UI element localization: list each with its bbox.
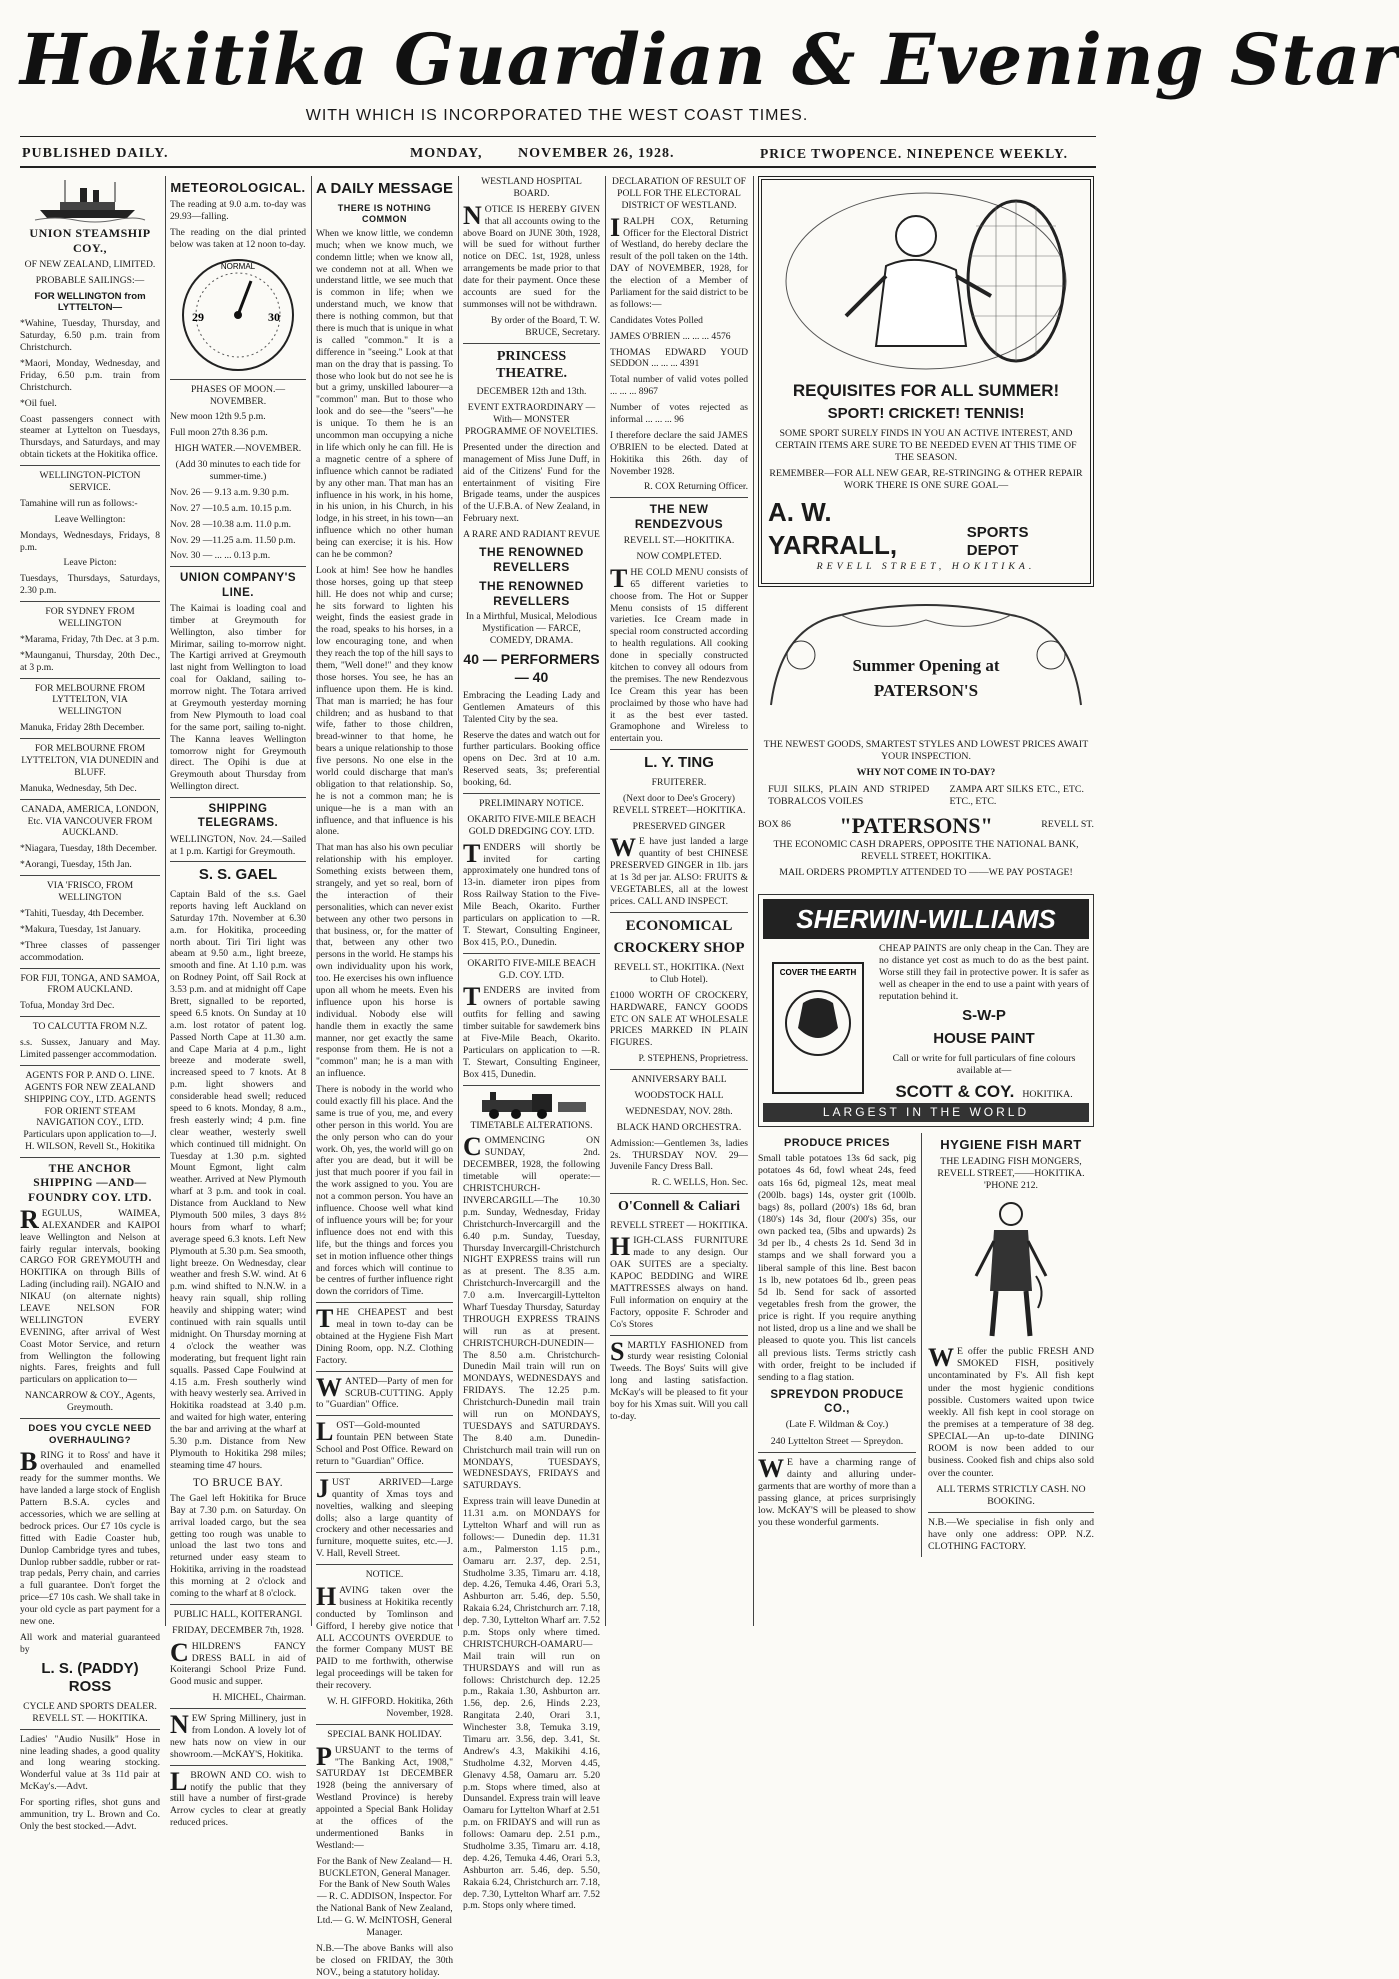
bank-holiday-signatories: For the Bank of New Zealand— H. BUCKLETON, General Manager. For the Bank of New South Wales— R. C. ADDISON, Inspector. For the National Bank of New Zealand, Ltd.— G. W. McINTOSH, General Manager. xyxy=(316,1855,453,1939)
brown-advert: BROWN AND CO. wish to notify the public that they still have a number of first-grade Arrow cycles to clear at greatly reduced prices. xyxy=(170,1769,306,1829)
yarrall-advert xyxy=(758,176,1094,587)
anchor-t: T xyxy=(48,1163,57,1176)
fiji-heading: FOR FIJI, TONGA, AND SAMOA, FROM AUCKLAND. xyxy=(20,972,160,996)
union-line-heading: UNION COMPANY'S LINE. xyxy=(179,572,297,599)
fish-mart-note: N.B.—We specialise in fish only and have only one address: OPP. N.Z. CLOTHING FACTORY. xyxy=(928,1517,1094,1553)
dropcap: W xyxy=(610,833,636,863)
sailing-item: s.s. Sussex, January and May. Limited passenger accommodation. xyxy=(20,1037,160,1060)
candidate-row: THOMAS EDWARD YOUD SEDDON ... ... ... 4391 xyxy=(610,346,748,370)
ball-date: WEDNESDAY, NOV. 28th. xyxy=(625,1105,733,1117)
dropcap: T xyxy=(463,982,481,1012)
union-u: U xyxy=(29,226,39,240)
paint-can-globe-icon xyxy=(763,943,873,1103)
hospital-heading: WESTLAND HOSPITAL BOARD. xyxy=(481,176,582,199)
produce-body: Small table potatoes 13s 6d sack, pig potatoes 4s 6d, fowl wheat 24s, feed oats 16s 6d, pigmeal 12s, meat meal (200lb. bags) 14s, oyster grit (100lb. bags) 8s, pollard (200's) 18s 6d, bran (180's) 14s 3d, flour (200's) 35s, our own packed tea, (5lbs and upwards) 2s 3d per lb., 4 chests 2s 1d. Send 3d in stamps and we shall forward you a liberal sample of this line. Best bacon 1s lb, new potatoes 6d lb., green peas 5d lb. Send for sack of assorted vegetables fresh from the grower, the price is right. If you require anything not listed, drop us a line and we shall be pleased to quote you. This list cancels all previous lists. Terms strictly cash with order, freight to be included if sending to a flag station. xyxy=(758,1153,916,1383)
dial-label-top: NORMAL xyxy=(220,261,256,271)
cheap-paints: CHEAP PAINTS are only cheap in the Can. They are no distance yet cost as much to do as the best paint. Worse still they fail in protective power. It is safer as well as cheaper in the end to use a paint with years of reputation behind it. xyxy=(879,942,1089,1003)
column-local-adverts xyxy=(610,176,748,1626)
telegrams-body: WELLINGTON, Nov. 24.—Sailed at 1 p.m. Kartigi for Greymouth. xyxy=(170,833,306,857)
fish-mart-address: THE LEADING FISH MONGERS, REVELL STREET,——HOKITIKA. 'PHONE 212. xyxy=(937,1155,1085,1192)
okarito-heading: OKARITO FIVE-MILE BEACH G.D. COY. LTD. xyxy=(467,957,596,981)
bank-holiday-note: N.B.—The above Banks will also be closed on FRIDAY, the 30th NOV., being a statutory holiday. xyxy=(316,1942,453,1978)
dial-label-left: 29 xyxy=(192,309,204,324)
sport-remember: REMEMBER—FOR ALL NEW GEAR, RE-STRINGING & OTHER REPAIR WORK THERE IS ONE SURE GOAL— xyxy=(769,468,1083,492)
bank-holiday-body: URSUANT to the terms of "The Banking Act, 1908," SATURDAY 1st DECEMBER 1928 (being the anniversary of Westland Province) is hereby appointed a Special Bank Holiday at the offices of the undermentioned Banks in Westland:— xyxy=(316,1744,453,1851)
union-heading: NION STEAMSHIP COY., xyxy=(38,226,151,255)
issue-day: MONDAY, xyxy=(410,146,483,161)
tide-row: Nov. 30 — ... ... 0.13 p.m. xyxy=(170,550,271,562)
locomotive-icon xyxy=(472,1090,592,1120)
moon-heading: PHASES OF MOON.—NOVEMBER. xyxy=(190,383,286,407)
picton-heading: WELLINGTON-PICTON SERVICE. xyxy=(39,470,141,493)
sailing-item: *Aorangi, Tuesday, 15th Jan. xyxy=(20,859,132,871)
yarrall-address: REVELL STREET, HOKITIKA. xyxy=(816,560,1036,572)
barometer-dial xyxy=(178,255,298,375)
ball-orchestra: BLACK HAND ORCHESTRA. xyxy=(616,1121,742,1133)
house-paint-heading: HOUSE PAINT xyxy=(933,1030,1035,1048)
millinery-advert: EW Spring Millinery, just in from London. A lovely lot of new hats now on view in our showroom.—McKAY'S, Hokitika. xyxy=(170,1713,306,1760)
patersons-quoted: "PATERSONS" xyxy=(839,812,993,838)
summer-opening: Summer Opening at xyxy=(852,655,1000,675)
notice-signature: W. H. GIFFORD. Hokitika, 26th November, 1928. xyxy=(327,1696,453,1719)
patersons-street: REVELL ST. xyxy=(1041,819,1094,831)
meteorological-heading: METEOROLOGICAL. xyxy=(170,180,306,195)
column-rule xyxy=(311,176,312,1626)
produce-advert xyxy=(758,1133,922,1558)
scott-town: HOKITIKA. xyxy=(1022,1088,1073,1100)
performers-count: 40 — PERFORMERS — 40 xyxy=(463,651,600,685)
ting-address: (Next door to Dee's Grocery) REVELL STREET—HOKITIKA. xyxy=(612,792,746,816)
preliminary-heading: PRELIMINARY NOTICE. xyxy=(479,798,584,809)
ting-trade: FRUITERER. xyxy=(651,776,707,788)
bruce-heading: TO BRUCE BAY. xyxy=(192,1476,284,1489)
fisherman-illustration xyxy=(966,1196,1056,1346)
ting-ginger: PRESERVED GINGER xyxy=(632,820,726,832)
met-dial-note: The reading on the dial printed below was taken at 12 noon to-day. xyxy=(170,226,306,250)
oconnell-body: IGH-CLASS FURNITURE made to any design. Our OAK SUITES are a specialty. KAPOC BEDDING and WIRE MATTRESSES always on hand. Full information on enquiry at the Factory, opposite F. Schroder and Co's Stores xyxy=(610,1235,748,1330)
column-notices xyxy=(463,176,600,1912)
dropcap: L xyxy=(316,1417,334,1447)
sailing-item: Manuka, Friday 28th December. xyxy=(20,722,145,734)
sailing-item: *Marama, Friday, 7th Dec. at 3 p.m. xyxy=(20,633,160,645)
patersons-box: BOX 86 xyxy=(758,819,791,831)
column-rule xyxy=(165,176,166,1626)
dropcap: C xyxy=(463,1132,482,1162)
koiterangi-body: HILDREN'S FANCY DRESS BALL in aid of Koiterangi School Prize Fund. Good music and supper. xyxy=(170,1640,306,1688)
bruce-body: The Gael left Hokitika for Bruce Bay at 7.30 p.m. on Saturday. On arrival loaded cargo, but the sea getting too rough was unable to unload the last two tons and returned under easy steam to Hokitika, arriving in the roadstead this morning at 2 o'clock and coming to the wharf at 8 o'clock. xyxy=(170,1492,306,1599)
patersons-economic: THE ECONOMIC CASH DRAPERS, OPPOSITE THE NATIONAL BANK, REVELL STREET, HOKITIKA. xyxy=(773,839,1079,863)
sailing-item: *Oil fuel. xyxy=(20,397,57,409)
tenders-body: ENDERS will shortly be invited for carting approximately one hundred tons of 13-in. diameter iron pipes from Ross Railway Station to the Five-Mile Beach, Okarito. Further particulars on application to —R. T. Stewart, Consulting Engineer, Box 415, P.O., Dunedin. xyxy=(463,841,600,948)
dropcap: T xyxy=(463,838,481,868)
column-shipping xyxy=(20,176,160,1832)
requisites-heading: REQUISITES FOR ALL SUMMER! xyxy=(792,381,1060,400)
high-water-heading: HIGH WATER.—NOVEMBER. xyxy=(174,443,302,455)
sailing-item: *Niagara, Tuesday, 18th December. xyxy=(20,843,157,855)
advert-rifles: For sporting rifles, shot guns and ammunition, try L. Brown and Co. Only the best stocked.—Advt. xyxy=(20,1797,160,1832)
sailing-item: *Maori, Monday, Wednesday, and Friday, 6.50 p.m. train from Christchurch. xyxy=(20,357,160,393)
calcutta-heading: TO CALCUTTA FROM N.Z. xyxy=(32,1021,148,1033)
crockery-body: £1000 WORTH OF CROCKERY, HARDWARE, FANCY GOODS ETC ON SALE AT WHOLESALE PRICES MARKED IN PLAIN FIGURES. xyxy=(610,989,748,1049)
dateline-rule xyxy=(20,166,1096,168)
hospital-body: OTICE IS HEREBY GIVEN that all accounts owing to the above Board on JUNE 30th, 1928, will be sued for without further notice on DEC. 1st, 1928, unless arrangements be made prior to that date for their payment. Once these accounts are sued for the summonses will not be withdrawn. xyxy=(463,203,600,310)
wanted-advert: ANTED—Party of men for SCRUB-CUTTING. Apply to "Guardian" Office. xyxy=(316,1375,453,1411)
sport-body: SOME SPORT SURELY FINDS IN YOU AN ACTIVE INTEREST, AND CERTAIN ITEMS ARE SURE TO BE NEEDED EVEN AT THIS TIME OF THE SEASON. xyxy=(775,427,1077,463)
cheapest-advert: HE CHEAPEST and best meal in town to-day can be obtained at the Hygiene Fish Mart Dining Room, opp. N.Z. Clothing Factory. xyxy=(316,1307,453,1366)
column-meteorological xyxy=(170,176,306,1829)
koiterangi-signature: H. MICHEL, Chairman. xyxy=(212,1692,306,1704)
daily-message-subheading: THERE IS NOTHING COMMON xyxy=(337,202,432,224)
dropcap: N xyxy=(463,200,482,230)
patersons-zampa: ZAMPA ART SILKS ETC., ETC. ETC., ETC. xyxy=(949,783,1084,807)
candidates-header: Candidates Votes Polled xyxy=(610,314,703,326)
dropcap: P xyxy=(316,1741,332,1771)
daily-message-paragraph: There is nobody in the world who could exactly fill his place. And the same is true of you, me, and every other person in this world. You are the only person who can do your work. Oh, yes, the world will go on after you are dead, but it will be just that much poorer if you fail in the work assigned to you. You are not a common person. You have an influence. Choose well what kind of influence yours will be; for your influence does not end with this life, but the things and forces you set in motion influence other things and forces which will continue to be centres of further influence right down the corridors of Time. xyxy=(316,1084,453,1298)
sport-heading: SPORT! CRICKET! TENNIS! xyxy=(827,405,1025,423)
cycle-note: All work and material guaranteed by xyxy=(20,1631,160,1655)
tide-row: Nov. 29 —11.25 a.m. 11.50 p.m. xyxy=(170,534,296,546)
candidate-row: JAMES O'BRIEN ... ... ... 4576 xyxy=(610,330,731,342)
sherwin-williams-banner: SHERWIN-WILLIAMS xyxy=(763,899,1089,939)
canada-heading: CANADA, AMERICA, LONDON, Etc. VIA VANCOUVER FROM AUCKLAND. xyxy=(21,803,159,839)
union-line-body: The Kaimai is loading coal and timber at Greymouth for Wellington, also timber for Mirimar, sailing to-morrow night. The Kartigi arrived at Greymouth last night from Wellington to load coal for Oakland, sailing to-morrow night. The Totara arrived at Greymouth yesterday morning from New Plymouth to load coal for the same port, sailing to-night. The Kanna leaves Wellington tomorrow night for Greymouth direct. The Opihi is due at Greymouth about Thursday from Wellington direct. xyxy=(170,602,306,793)
koiterangi-date: FRIDAY, DECEMBER 7th, 1928. xyxy=(172,1624,304,1636)
sailing-item: Leave Picton: xyxy=(63,557,117,569)
crockery-heading-2: CROCKERY SHOP xyxy=(613,940,745,957)
ball-venue: WOODSTOCK HALL xyxy=(634,1089,724,1101)
anchor-heading: HE ANCHOR SHIPPING —AND— FOUNDRY COY. LTD. xyxy=(28,1163,152,1204)
sailing-item: Tofua, Monday 3rd Dec. xyxy=(20,1000,115,1012)
koiterangi-heading: PUBLIC HALL, KOITERANGI. xyxy=(173,1608,303,1620)
largest-in-world-banner: LARGEST IN THE WORLD xyxy=(763,1103,1089,1122)
theatre-direction: Presented under the direction and management of Miss June Duff, in aid of the Citizens' Fund for the entertainment of visiting Fire Brigade teams, under the auspices of the U.F.B.A. of New Zealand, in February next. xyxy=(463,441,600,525)
declaration-body: RALPH COX, Returning Officer for the Electoral District of Westland, do hereby declare the result of the poll taken on the 14th. DAY of NOVEMBER, 1928, for the election of a Member of Parliament for the said district to be as follows:— xyxy=(610,215,748,310)
tide-row: Nov. 26 — 9.13 a.m. 9.30 p.m. xyxy=(170,486,290,498)
rendezvous-address: REVELL ST.—HOKITIKA. xyxy=(623,535,735,547)
price-line: PRICE TWOPENCE. NINEPENCE WEEKLY. xyxy=(760,146,1068,161)
fish-mart-body: E offer the public FRESH AND SMOKED FISH, positively uncontaminated by F's. All fish kept under the most hygienic conditions possible. Customers waited upon twice weekly. All fish kept in cool storage on the premises at a temperature of 38 deg. SPECIAL—An up-to-date DINING ROOM is now been added to our business. Cooked fish and chips also sold over the counter. xyxy=(928,1346,1094,1479)
moon-phase: Full moon 27th 8.36 p.m. xyxy=(170,427,268,439)
tenders-body: ENDERS are invited from owners of portable sawing outfits for felling and sawing timber suitable for sawdemerk bins at Five-Mile Beach, Okarito. Particulars on application to —R. T. Stewart, Consulting Engineer, Box 415, Dunedin. xyxy=(463,985,600,1080)
produce-heading: PRODUCE PRICES xyxy=(783,1136,891,1149)
theatre-event: EVENT EXTRAORDINARY —With— MONSTER PROGRAMME OF NOVELTIES. xyxy=(464,402,599,437)
sailing-item: Mondays, Wednesdays, Fridays, 8 p.m. xyxy=(20,529,160,553)
patersons-name: PATERSON'S xyxy=(873,681,979,701)
theatre-dates: DECEMBER 12th and 13th. xyxy=(476,386,587,398)
anchor-body: EGULUS, WAIMEA, ALEXANDER and KAIPOI leave Wellington and Nelson at fairly regular intervals, booking CARGO FOR GREYMOUTH and HOKITIKA on through Bills of Lading (including rail). NGAIO and NIKAU (on alternate nights) LEAVE NELSON FOR WELLINGTON EVERY EVENING, after arrival of West Coast Motor Service, and return from Wellington the following nights. Fares, freights and full particulars on application to— xyxy=(20,1207,160,1386)
dropcap: I xyxy=(610,212,621,242)
column-daily-message xyxy=(316,176,453,1978)
daily-message-heading: A DAILY MESSAGE xyxy=(316,180,453,197)
oconnell-address: REVELL STREET — HOKITIKA. xyxy=(610,1219,748,1231)
timetable-body: OMMENCING ON SUNDAY, 2nd. DECEMBER, 1928, the following timetable will operate:— CHRISTCHURCH-INVERCARGILL—The 10.30 p.m. Sunday, Wednesday, Friday Christchurch-Invercargill and the 6.40 p.m. Sunday, Tuesday, Thursday Invercargill-Christchurch NIGHT EXPRESS trains will run as at present. The 8.35 a.m. Christchurch-Invercargill and the 7.0 a.m. Invercargill-Lyttelton Wharf Tuesday Thursday, Saturday THROUGH EXPRESS TRAINS will run as at present. CHRISTCHURCH-DUNEDIN—The 8.50 a.m. Christchurch-Dunedin Mail train will run on MONDAYS, WEDNESDAYS and FRIDAYS. The 12.25 p.m. Christchurch-Dunedin mail train will run on MONDAYS, TUESDAYS and SATURDAYS. The 8.40 a.m. Dunedin-Christchurch mail train will run on MONDAYS, TUESDAYS, WEDNESDAYS, FRIDAYS and SATURDAYS. xyxy=(463,1135,600,1492)
sailing-item: *Wahine, Tuesday, Thursday, and Saturday, 6.50 p.m. train from Christchurch. xyxy=(20,318,160,354)
published-daily: PUBLISHED DAILY. xyxy=(22,146,169,161)
telegrams-heading: SHIPPING TELEGRAMS. xyxy=(197,803,279,830)
bank-holiday-heading: SPECIAL BANK HOLIDAY. xyxy=(327,1728,442,1740)
notice-body: AVING taken over the business at Hokitika recently conducted by Tomlinson and Gifford, I hereby give notice that ALL ACCOUNTS OVERDUE to the former Company MUST BE PAID to me forthwith, otherwise legal proceedings will be taken for their recovery. xyxy=(316,1584,453,1692)
theatre-mystification: In a Mirthful, Musical, Melodious Mystification — FARCE, COMEDY, DRAMA. xyxy=(465,611,598,647)
dropcap: H xyxy=(610,1232,631,1262)
gael-heading: S. S. GAEL xyxy=(198,866,278,884)
dropcap: R xyxy=(20,1204,39,1234)
oconnell-heading: O'Connell & Caliari xyxy=(617,1199,741,1215)
dropcap: L xyxy=(170,1766,188,1796)
tide-row: Nov. 27 —10.5 a.m. 10.15 p.m. xyxy=(170,502,292,514)
sailing-item: *Tahiti, Tuesday, 4th December. xyxy=(20,907,144,919)
melbourne-heading: FOR MELBOURNE FROM LYTTELTON, VIA DUNEDIN and BLUFF. xyxy=(21,743,159,778)
notice-heading: NOTICE. xyxy=(365,1569,404,1581)
ball-signature: R. C. WELLS, Hon. Sec. xyxy=(651,1177,748,1189)
declaration-result: I therefore declare the said JAMES O'BRIEN to be elected. Dated at Hokitika this 26th. day of November 1928. xyxy=(610,429,748,477)
theatre-heading: PRINCESS THEATRE. xyxy=(496,348,567,381)
frisco-heading: VIA 'FRISCO, FROM WELLINGTON xyxy=(46,880,134,904)
sailing-item: Leave Wellington: xyxy=(54,513,126,525)
theatre-revue: A RARE AND RADIANT REVUE xyxy=(463,529,600,541)
ross-name: L. S. (PADDY) ROSS xyxy=(41,1659,139,1696)
arrived-advert: UST ARRIVED—Large quantity of Xmas toys and novelties, walking and sleeping dolls; also a large quantity of crockery and other necessaries and furniture, moquette suites, etc.—J. V. Hall, Revell Street. xyxy=(316,1476,453,1560)
crockery-address: REVELL ST., HOKITIKA. (Next to Club Hotel). xyxy=(613,961,745,985)
ross-address: CYCLE AND SPORTS DEALER. REVELL ST. — HOKITIKA. xyxy=(23,1700,157,1724)
column-rule xyxy=(753,176,754,1626)
patersons-mail-orders: MAIL ORDERS PROMPTLY ATTENDED TO ——WE PAY POSTAGE! xyxy=(779,867,1073,879)
sailing-item: *Makura, Tuesday, 1st January. xyxy=(20,923,141,935)
steamship-icon xyxy=(35,176,145,222)
issue-date: NOVEMBER 26, 1928. xyxy=(518,146,675,161)
dropcap: H xyxy=(316,1581,337,1611)
dropcap: J xyxy=(316,1473,329,1503)
patersons-newest: THE NEWEST GOODS, SMARTEST STYLES AND LOWEST PRICES AWAIT YOUR INSPECTION. xyxy=(763,739,1089,763)
crockery-heading: ECONOMICAL xyxy=(625,917,733,934)
melbourne-heading: FOR MELBOURNE FROM LYTTELTON, VIA WELLINGTON xyxy=(34,682,146,718)
declaration-signature: R. COX Returning Officer. xyxy=(643,481,748,493)
revellers-heading-repeat: THE RENOWNED REVELLERS xyxy=(479,578,584,608)
probable-sailings: PROBABLE SAILINGS:— xyxy=(35,274,145,286)
total-votes: Total number of valid votes polled ... ... ... 8967 xyxy=(610,374,748,398)
patersons-silks: FUJI SILKS, PLAIN AND STRIPED TOBRALCOS VOILES xyxy=(768,783,930,807)
spreydon-late: (Late F. Wildman & Coy.) xyxy=(785,1419,889,1431)
smart-advert: MARTLY FASHIONED from sturdy wear resisting Colonial Tweeds. The Boys' Suits will give long and lasting satisfaction. McKay's will be pleased to fit your boy for his Xmas suit. Will you call to-day. xyxy=(610,1339,748,1422)
declaration-heading: DECLARATION OF RESULT OF POLL FOR THE ELECTORAL DISTRICT OF WESTLAND. xyxy=(611,176,747,211)
dropcap: N xyxy=(170,1710,189,1740)
sailing-item: Tamahine will run as follows:- xyxy=(20,497,138,509)
yarrall-depot: SPORTS DEPOT xyxy=(966,523,1029,560)
ball-heading: ANNIVERSARY BALL xyxy=(631,1074,727,1086)
daily-message-paragraph: That man has also his own peculiar relationship with his employer. Something exists between them, strangely, and yet so real, born of the interaction of their personalities, which can never exist between any other two persons in that business, or, for the matter of that, between any other two persons in the world. He stamps his own individuality upon his work, too. He exercises his own influence upon all whom he meets. Even his influence upon his horse is individual. Nobody else will handle them in exactly the same manner, nor get exactly the same response from them. He is not a "common" man; he is a man with an influence. xyxy=(316,842,453,1080)
timetable-heading: TIMETABLE ALTERATIONS. xyxy=(470,1119,593,1131)
cover-the-earth-label: COVER THE EARTH xyxy=(779,967,857,977)
call-or-write: Call or write for full particulars of fine colours available at— xyxy=(892,1052,1076,1076)
dropcap: C xyxy=(170,1637,189,1667)
ting-name: L. Y. TING xyxy=(644,754,714,772)
daily-message-paragraph: Look at him! See how he handles those horses, going up that steep hill. He does not whip and curse; he sits forward to lighten his weight, finds the easiest grade in the road, speaks to his horses, in a low encouraging tone, and when they reach the top of the hill says to them, "Well done!" and they know those horses. You see, he has an influence upon them. He is kind. That man is married; he has four children; and as husband to that wife, father to those children, bread-winner to that home, he bears a unique relationship to those five persons. No one else in the world could discharge that man's obligation to that relationship. So, he is not a common man; he is unique—he is a man with an influence, and that influence is his alone. xyxy=(316,564,453,838)
sherwin-williams-advert xyxy=(758,894,1094,1127)
high-water-note: (Add 30 minutes to each tide for summer-time.) xyxy=(175,459,301,483)
gael-body: Captain Bald of the s.s. Gael reports having left Auckland on Saturday 17th. November at 6.30 a.m. for Hokitika, proceeding north about. Tiri Tiri light was abeam at 9.50 a.m., light breeze, smooth and fine. At 1.10 p.m. was on Rodney Point, off Sail Rock at 3.53 p.m. and at midnight off Cape Brett, signalled to be reported, speed 6.5 knots. On Sunday at 10 a.m. lost rotator of patent log. Passed North Cape at 11.30 a.m. and Cape Maria at 4 p.m., light breeze and moderate swell, increased speed to 7 knots. At 8 p.m. light showers and considerable head swell; reduced speed to 6 knots. Monday, 8 a.m., fresh easterly wind; 4 p.m. fine clear weather, westerly swell which continued till midnight. On Tuesday at 1.30 p.m. sighted Mount Egmont, light calm weather. Arrived at New Plymouth wharf at 3 p.m. and took in coal. Distance from Auckland to New Plymouth 500 miles, 3 days 8½ hours from wharf to wharf; average speed 6.3 knots. Left New Plymouth at 5.30 p.m. Sea smooth, light breeze. On Wednesday, clear weather and fresh S.W. wind. At 6 p.m. wind shifted to N.N.W. in a heavy rain squall, ship rolling heavily and shipping water; wind continued with rain squalls until midnight. On Thursday morning at 4 o'clock the weather was moderating, but frequent light rain squalls. Passed Cape Foulwind at 4.15 a.m. Fresh southerly wind with heavy westerly sea. Arrived in Hokitika roadstead at 3.40 p.m. and waited for high water, entering the bar and arriving at the wharf at 5.30 p.m. Distance from New Plymouth to Hokitika 298 miles; steaming time 47 hours. xyxy=(170,888,306,1471)
column-rule xyxy=(605,176,606,1626)
ball-admission: Admission:—Gentlemen 3s, ladies 2s. THURSDAY NOV. 29—Juvenile Fancy Dress Ball. xyxy=(610,1137,748,1173)
sailing-item: Tuesdays, Thursdays, Saturdays, 2.30 p.m. xyxy=(20,573,160,597)
rendezvous-completed: NOW COMPLETED. xyxy=(636,551,722,563)
column-rule xyxy=(458,176,459,1626)
sydney-heading: FOR SYDNEY FROM WELLINGTON xyxy=(45,606,135,630)
tennis-player-illustration xyxy=(776,186,1076,376)
rendezvous-heading: THE NEW RENDEZVOUS xyxy=(634,502,724,532)
column-display-adverts xyxy=(758,176,1094,1626)
theatre-embracing: Embracing the Leading Lady and Gentlemen Amateurs of this Talented City by the sea. xyxy=(463,689,600,725)
dropcap: T xyxy=(316,1304,334,1334)
informal-votes: Number of votes rejected as informal ... ... ... 96 xyxy=(610,402,748,426)
fish-mart-terms: ALL TERMS STRICTLY CASH. NO BOOKING. xyxy=(936,1483,1086,1507)
rendezvous-body: HE COLD MENU consists of 65 different varieties to choose from. The Hot or Supper Menu consists of 15 different varieties. Ice Cream made in special room constructed according to health regulations. All cooking done in specially constructed kitchen to convey all odours from the premises. The new Rendezvous Ice Cream this year has been proclaimed by those who have had it as the best ever tasted. Gramophone and Wireless to entertain you. xyxy=(610,566,748,745)
yarrall-name: A. W. YARRALL, xyxy=(768,497,898,560)
fish-mart-heading: HYGIENE FISH MART xyxy=(940,1136,1082,1152)
lost-advert: OST—Gold-mounted fountain PEN between State School and Post Office. Reward on return to "Guardian" Office. xyxy=(316,1420,453,1467)
theatre-booking: Reserve the dates and watch out for further particulars. Booking office opens on Dec. 3rd at 10 a.m. Reserved seats, 3s; preferential booking, 6d. xyxy=(463,729,600,789)
dropcap: S xyxy=(610,1336,625,1366)
anchor-signature: NANCARROW & COY., Agents, Greymouth. xyxy=(24,1390,156,1414)
bottom-adverts xyxy=(758,1133,1094,1558)
timetable-body-continued: Express train will leave Dunedin at 11.31 a.m. on MONDAYS for Lyttelton Wharf and will run as follows:— Dunedin dep. 11.31 a.m., Palmerston 1.15 p.m., Oamaru arr. 2.37, dep. 2.51, Studholme 3.35, Timaru arr. 4.18, dep. 4.26, Temuka 4.46, Orari 5.3, Ashburton arr. 5.46, dep. 5.50, Rakaia 6.24, Christchurch arr. 7.18, dep. 7.30, Lyttelton Wharf arr. 7.52 p.m. Stops only where timed. CHRISTCHURCH-OAMARU—Mail train will run on THURSDAYS and will run as follows: Christchurch dep. 12.25 p.m., Rakaia 1.30, Ashburton arr. 1.56, dep. 2.6, Hinds 2.23, Rangitata 2.40, Orari 3.1, Winchester 3.8, Temuka 3.19, Timaru arr. 3.56, dep. 3.41, St. Andrew's 4.3, Makikihi 4.16, Studholme 4.32, Morven 4.45, Glenavy 4.58, Oamaru arr. 5.20 p.m. Stops where timed, also at Dunsandel. Express train will leave Oamaru for Lyttelton Wharf at 2.51 p.m. on FRIDAYS and will run as follows: Oamaru dep. 2.51 p.m., Studholme 3.35, Timaru arr. 4.18, dep. 4.26, Temuka 4.46, Orari 5.3, Ashburton arr. 5.46, dep. 5.50, Rakaia 6.24, Christchurch arr. 7.18, dep. 7.30, Lyttelton Wharf arr. 7.52 p.m. Stops only where timed. xyxy=(463,1496,600,1912)
masthead-subtitle: WITH WHICH IS INCORPORATED THE WEST COAST TIMES. xyxy=(305,107,809,124)
daily-message-paragraph: When we know little, we condemn much; when we know much, we condemn little; when we know all, we condemn not at all. When we understand little, we see much that is common in life; when we understand much, we know that there is nothing common, but that there is much that is unique in what is called "common." It is a difference in "seeing." Look at that man on the dray that is passing. To those who look but do not see he is but a grimy, unskilled labourer—a "common" man. But to those who look and do see—the "seers"—he is unique. To them he is an uncommon man occupying a niche in life which only he can fill. He is a magnetic centre of a sphere of influence which cannot be radiated by any other man. That man has an influence in his work, in his home, in his union, in his Church, in his lodge, in his street, in his town—an influence which no other human being can exercise; it is his. How can he be common? xyxy=(316,227,453,560)
cycle-heading: DOES YOU CYCLE NEED OVERHAULING? xyxy=(28,1422,152,1446)
patersons-why-not: WHY NOT COME IN TO-DAY? xyxy=(856,767,996,779)
okarito-heading: OKARITO FIVE-MILE BEACH GOLD DREDGING COY. LTD. xyxy=(467,813,596,837)
union-subheading: OF NEW ZEALAND, LIMITED. xyxy=(24,258,156,270)
top-rule xyxy=(20,136,1096,137)
dropcap: B xyxy=(20,1446,38,1476)
sailing-item: *Maunganui, Thursday, 20th Dec., at 3 p.m. xyxy=(20,649,160,673)
dropcap: T xyxy=(610,563,628,593)
undergarments-advert: E have a charming range of dainty and alluring under-garments that are worthy of more than a passing glance, at prices surprisingly low. McKAY'S will be pleased to show you these wonderful garments. xyxy=(758,1456,916,1529)
sailing-item: Manuka, Wednesday, 5th Dec. xyxy=(20,782,137,794)
dropcap: W xyxy=(316,1372,342,1402)
spreydon-heading: SPREYDON PRODUCE CO., xyxy=(770,1388,904,1416)
fish-mart-advert xyxy=(928,1133,1094,1558)
patersons-advert xyxy=(758,595,1094,880)
cycle-body: RING it to Ross' and have it overhauled and enamelled ready for the summer months. We have landed a large stock of English Pattern B.S.A. cycles and accessories, which we are selling at bedrock prices. Our £7 10s cycle is fitted with Eadie Coaster hub, Dunlop Cambridge tyres and tubes, Dunlop rubber saddle, rubber or rat-trap pedals, Perry chain, and carries a full guarantee. Don't forget the price—£7 10s cash. We shall take in your old cycle as part payment for a new one. xyxy=(20,1449,160,1627)
met-reading: The reading at 9.0 a.m. to-day was 29.93—falling. xyxy=(170,199,306,222)
dial-label-right: 30 xyxy=(268,309,280,324)
ting-body: E have just landed a large quantity of best CHINESE PRESERVED GINGER in 1lb. jars at 1s 3d per jar. ALSO: FRUITS & VEGETABLES, all at the lowest prices. CALL AND INSPECT. xyxy=(610,836,748,907)
wellington-heading: FOR WELLINGTON from LYTTELTON— xyxy=(34,290,146,314)
agents-notice: AGENTS FOR P. AND O. LINE. AGENTS FOR NEW ZEALAND SHIPPING COY., LTD. AGENTS FOR ORIENT STEAM NAVIGATION COY., LTD. Particulars upon application to—J. H. WILSON, Revell St., Hokitika xyxy=(23,1069,157,1153)
sailing-item: Coast passengers connect with steamer at Lyttelton on Tuesdays, Thursdays, and Saturdays, and may obtain tickets at the Hokitika office. xyxy=(20,413,160,461)
tide-row: Nov. 28 —10.38 a.m. 11.0 p.m. xyxy=(170,518,292,530)
crockery-signature: P. STEPHENS, Proprietress. xyxy=(638,1053,748,1065)
sailing-item: *Three classes of passenger accommodation. xyxy=(20,939,160,963)
dropcap: W xyxy=(928,1343,954,1373)
advert-hose: Ladies' "Audio Nusilk" Hose in nine leading shades, a good quality and long wearing stocking. Wonderful value at 3s 11d pair at McKay's.—Advt. xyxy=(20,1733,160,1793)
swp-heading: S-W-P xyxy=(962,1007,1006,1025)
hospital-signature: By order of the Board, T. W. BRUCE, Secretary. xyxy=(490,314,600,338)
masthead-title: Hokitika Guardian & Evening Star xyxy=(20,18,1399,101)
scott-name: SCOTT & COY. xyxy=(895,1081,1015,1101)
moon-phase: New moon 12th 9.5 p.m. xyxy=(170,411,266,423)
dropcap: W xyxy=(758,1453,784,1483)
revellers-heading: THE RENOWNED REVELLERS xyxy=(479,544,584,574)
spreydon-address: 240 Lyttelton Street — Spreydon. xyxy=(770,1435,904,1447)
